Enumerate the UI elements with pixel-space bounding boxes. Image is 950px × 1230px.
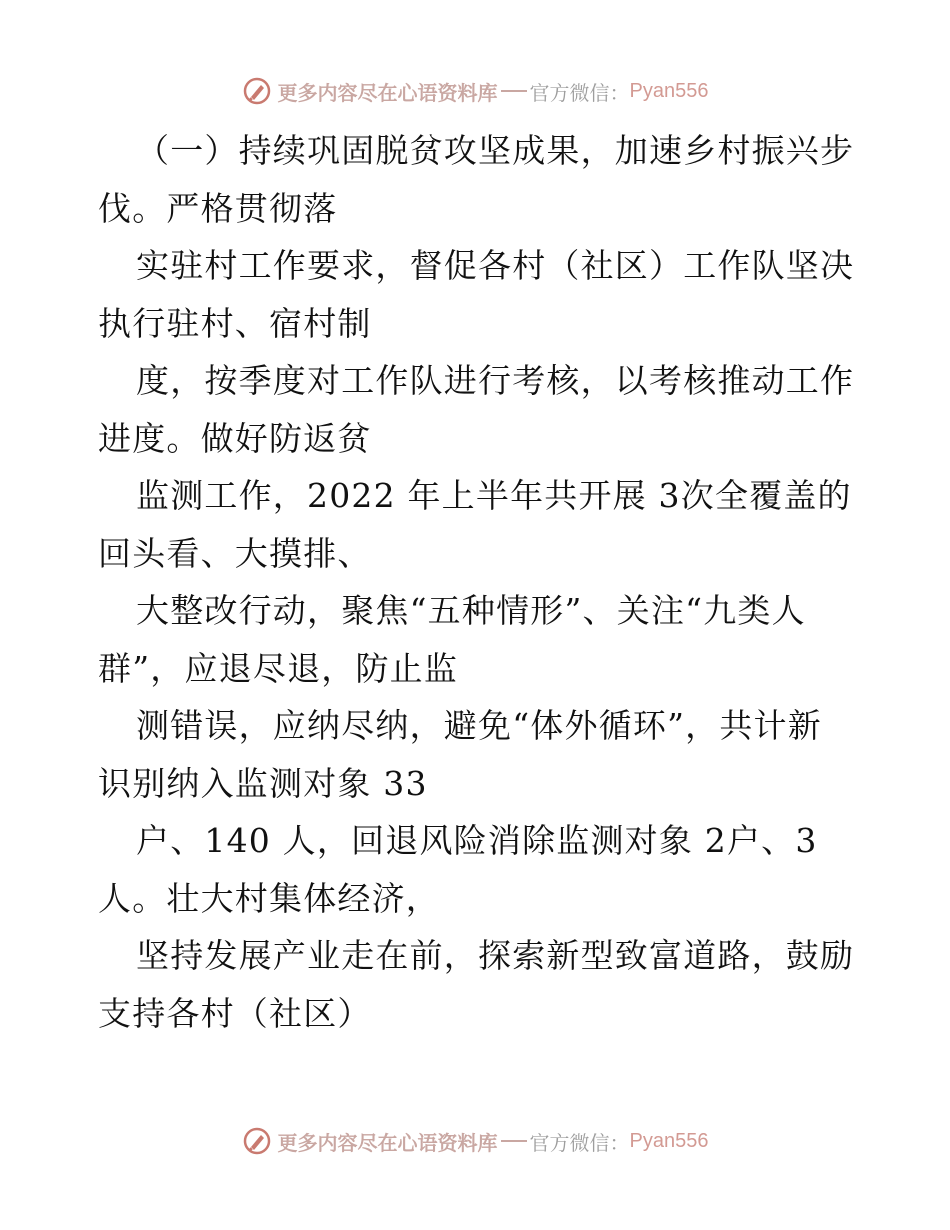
text-line: 回头看、大摸排、 [98, 533, 372, 573]
text-line: 户、140 人，回退风险消除监测对象 2户、3 [136, 821, 818, 860]
text-line: 人。壮大村集体经济， [98, 878, 440, 918]
text-line: 进度。做好防返贫 [98, 418, 372, 458]
document-body [98, 122, 858, 1042]
footer-watermark [0, 1124, 950, 1158]
watermark-brand: 更多内容尽在心语资料库 [277, 80, 498, 105]
text-line: 坚持发展产业走在前，探索新型致富道路，鼓励 [136, 936, 855, 975]
text-line: （一）持续巩固脱贫攻坚成果，加速乡村振兴步 [136, 131, 855, 170]
header-watermark [0, 74, 950, 108]
text-line: 执行驻村、宿村制 [98, 303, 372, 343]
watermark-dash [501, 1140, 527, 1142]
watermark-wechat-id: Pyan556 [629, 79, 709, 102]
watermark-brand: 更多内容尽在心语资料库 [277, 1130, 498, 1155]
text-line: 实驻村工作要求，督促各村（社区）工作队坚决 [136, 246, 855, 285]
watermark-wechat-label: 官方微信： [529, 80, 630, 105]
text-line: 支持各村（社区） [98, 993, 372, 1033]
pen-seal-icon [242, 1126, 272, 1156]
text-line: 大整改行动，聚焦“五种情形”、关注“九类人 [136, 591, 806, 630]
text-line: 识别纳入监测对象 33 [98, 763, 428, 803]
watermark-wechat-label: 官方微信： [529, 1130, 630, 1155]
text-line: 度，按季度对工作队进行考核，以考核推动工作 [136, 361, 855, 400]
text-line: 监测工作，2022 年上半年共开展 3次全覆盖的 [136, 476, 852, 515]
pen-seal-icon [242, 76, 272, 106]
watermark-dash [501, 90, 527, 92]
text-line: 伐。严格贯彻落 [98, 188, 338, 228]
text-line: 测错误，应纳尽纳，避免“体外循环”，共计新 [136, 706, 822, 745]
text-line: 群”，应退尽退，防止监 [98, 648, 459, 688]
watermark-wechat-id: Pyan556 [629, 1129, 709, 1152]
